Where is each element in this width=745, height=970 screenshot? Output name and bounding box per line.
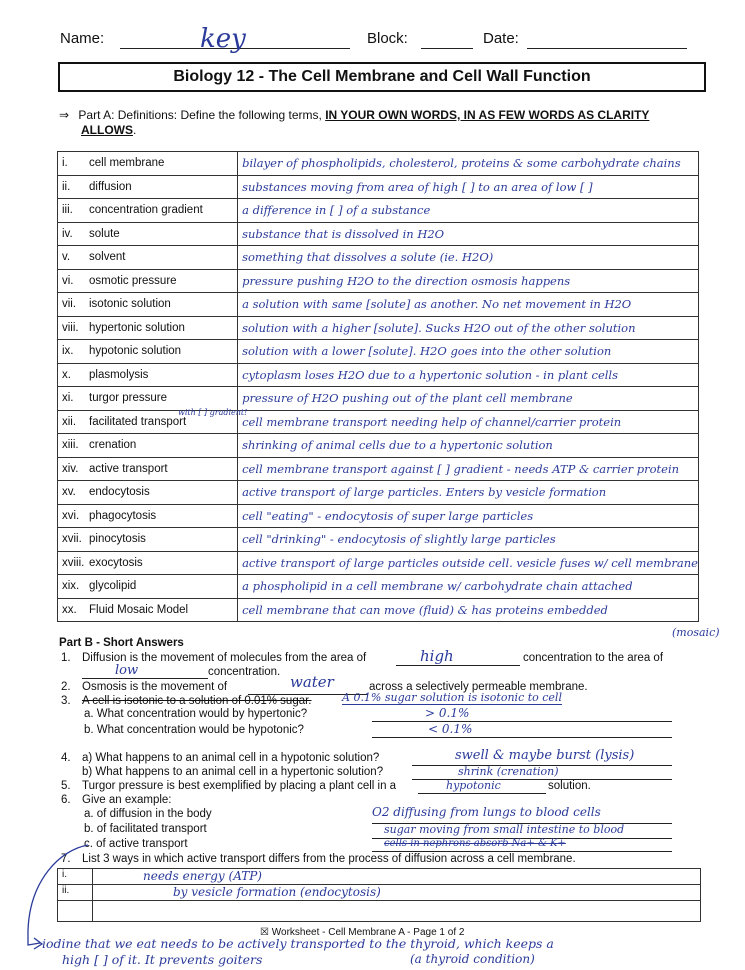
term-label: solvent bbox=[89, 251, 126, 264]
definition-answer: active transport of large particles outside cell. vesicle fuses w/ cell membrane bbox=[242, 555, 698, 570]
q7-row-num: i. bbox=[58, 869, 93, 884]
q2-text: Osmosis is the movement of bbox=[82, 681, 228, 693]
definition-answer: cell "drinking" - endocytosis of slightly large particles bbox=[242, 532, 556, 547]
term-label: concentration gradient bbox=[89, 204, 203, 217]
term-number: xv. bbox=[62, 486, 76, 499]
term-label: crenation bbox=[89, 439, 137, 452]
definition-answer: cell "eating" - endocytosis of super large particles bbox=[242, 508, 534, 523]
q4b-text: b) What happens to an animal cell in a hypertonic solution? bbox=[82, 766, 384, 778]
q3b-answer: < 0.1% bbox=[428, 722, 473, 736]
q6c-answer-line2: high [ ] of it. It prevents goiters bbox=[62, 952, 263, 967]
definition-answer: substances moving from area of high [ ] to an area of low [ ] bbox=[242, 179, 593, 194]
term-number: ii. bbox=[62, 180, 71, 193]
term-number: xvi. bbox=[62, 509, 80, 522]
q4b-answer: shrink (crenation) bbox=[458, 765, 559, 778]
instruction-period: . bbox=[133, 123, 137, 137]
term-number: xiii. bbox=[62, 439, 79, 452]
term-number: xx. bbox=[62, 603, 77, 616]
name-value: key bbox=[200, 24, 246, 54]
term-label: pinocytosis bbox=[89, 533, 146, 546]
definition-answer: bilayer of phospholipids, cholesterol, proteins & some carbohydrate chains bbox=[242, 156, 681, 171]
footer-text: Worksheet - Cell Membrane A - Page 1 of 2 bbox=[271, 927, 465, 938]
q7-row-num: ii. bbox=[58, 885, 93, 900]
q7-number: 7. bbox=[61, 853, 71, 865]
q1-answer-1: high bbox=[420, 647, 454, 665]
definition-answer: solution with a higher [solute]. Sucks H2O out of the other solution bbox=[242, 320, 636, 335]
q6b-text: b. of facilitated transport bbox=[84, 823, 207, 835]
definition-answer: a phospholipid in a cell membrane w/ carbohydrate chain attached bbox=[242, 579, 633, 594]
term-number: xviii. bbox=[62, 556, 85, 569]
term-number: iii. bbox=[62, 204, 73, 217]
q6b-answer: sugar moving from small intestine to blood bbox=[384, 823, 625, 836]
q3a-text: a. What concentration would by hypertonic? bbox=[84, 708, 308, 720]
q6c-answer-line2-end: (a thyroid condition) bbox=[410, 952, 535, 966]
q1-text-b: concentration to the area of bbox=[523, 652, 664, 664]
term-label: hypertonic solution bbox=[89, 321, 185, 334]
q7-text: List 3 ways in which active transport differs from the process of diffusion across a cell membrane. bbox=[82, 853, 576, 865]
term-label: solute bbox=[89, 227, 120, 240]
term-number: x. bbox=[62, 368, 71, 381]
term-number: vi. bbox=[62, 274, 74, 287]
q6a-answer: O2 diffusing from lungs to blood cells bbox=[372, 805, 601, 819]
term-label: exocytosis bbox=[89, 556, 143, 569]
q6a-text: a. of diffusion in the body bbox=[84, 808, 212, 820]
mosaic-note: (mosaic) bbox=[672, 626, 720, 639]
instruction-emphasis-2: ALLOWS bbox=[81, 123, 133, 137]
q6-text: Give an example: bbox=[82, 794, 172, 806]
definition-answer: cell membrane transport needing help of channel/carrier protein bbox=[242, 414, 622, 429]
term-label: osmotic pressure bbox=[89, 274, 177, 287]
term-number: xvii. bbox=[62, 533, 82, 546]
q2-number: 2. bbox=[61, 681, 71, 693]
term-number: xi. bbox=[62, 392, 74, 405]
q1-number: 1. bbox=[61, 652, 71, 664]
term-label: isotonic solution bbox=[89, 298, 171, 311]
instruction-emphasis: IN YOUR OWN WORDS, IN AS FEW WORDS AS CLARITY bbox=[325, 108, 650, 122]
term-label: active transport bbox=[89, 462, 168, 475]
term-number: xii. bbox=[62, 415, 77, 428]
definition-answer: cytoplasm loses H2O due to a hypertonic solution - in plant cells bbox=[242, 367, 619, 382]
q7-row-answer: needs energy (ATP) bbox=[143, 869, 262, 883]
q4a-text: a) What happens to an animal cell in a hypotonic solution? bbox=[82, 752, 380, 764]
q1-text-c: concentration. bbox=[208, 666, 281, 678]
q6c-answer-line1: iodine that we eat needs to be actively transported to the thyroid, which keeps a bbox=[42, 936, 554, 951]
q5-answer: hypotonic bbox=[446, 779, 501, 792]
term-number: xiv. bbox=[62, 462, 79, 475]
name-label: Name: bbox=[60, 30, 105, 47]
term-label: Fluid Mosaic Model bbox=[89, 603, 189, 616]
definition-answer: pressure pushing H2O to the direction osmosis happens bbox=[242, 273, 571, 288]
term-label: phagocytosis bbox=[89, 509, 157, 522]
date-label: Date: bbox=[483, 30, 519, 47]
q3-struck-text: A cell is isotonic to a solution of 0.01% sugar. bbox=[82, 695, 312, 707]
block-label: Block: bbox=[367, 30, 408, 47]
term-label: turgor pressure bbox=[89, 392, 167, 405]
definition-answer: cell membrane transport against [ ] gradient - needs ATP & carrier protein bbox=[242, 461, 680, 476]
definition-answer: pressure of H2O pushing out of the plant cell membrane bbox=[242, 391, 573, 406]
q5-number: 5. bbox=[61, 780, 71, 792]
q4a-answer: swell & maybe burst (lysis) bbox=[455, 748, 635, 763]
term-number: viii. bbox=[62, 321, 79, 334]
q1-answer-2: low bbox=[115, 663, 139, 678]
checkbox-icon: ☒ bbox=[260, 927, 269, 938]
term-number: xix. bbox=[62, 580, 80, 593]
instruction-prefix: Part A: Definitions: Define the following terms, bbox=[78, 108, 326, 122]
definition-answer: solution with a lower [solute]. H2O goes into the other solution bbox=[242, 344, 612, 359]
q7-row-answer: by vesicle formation (endocytosis) bbox=[173, 885, 381, 899]
term-number: vii. bbox=[62, 298, 77, 311]
q4-number: 4. bbox=[61, 752, 71, 764]
q1-text: Diffusion is the movement of molecules from the area of bbox=[82, 652, 367, 664]
term-number: iv. bbox=[62, 227, 73, 240]
term-label: plasmolysis bbox=[89, 368, 149, 381]
margin-note: with [ ] gradient! bbox=[178, 408, 248, 417]
term-label: diffusion bbox=[89, 180, 132, 193]
term-label: endocytosis bbox=[89, 486, 150, 499]
q5-text: Turgor pressure is best exemplified by placing a plant cell in a bbox=[82, 780, 397, 792]
term-number: i. bbox=[62, 157, 68, 170]
term-label: facilitated transport bbox=[89, 415, 187, 428]
term-label: cell membrane bbox=[89, 157, 165, 170]
term-label: hypotonic solution bbox=[89, 345, 182, 358]
definition-answer: a solution with same [solute] as another. No net movement in H2O bbox=[242, 297, 632, 312]
definition-answer: something that dissolves a solute (ie. H2O) bbox=[242, 250, 494, 265]
term-number: ix. bbox=[62, 345, 74, 358]
definition-answer: shrinking of animal cells due to a hypertonic solution bbox=[242, 438, 553, 453]
q6-number: 6. bbox=[61, 794, 71, 806]
q3-answer: A 0.1% sugar solution is isotonic to cell bbox=[342, 691, 562, 704]
q6c-text: c. of active transport bbox=[84, 838, 188, 850]
definition-answer: a difference in [ ] of a substance bbox=[242, 203, 431, 218]
q6c-struck-answer: cells in nephrons absorb Na+ & K+ bbox=[384, 838, 566, 849]
arrow-icon: ⇒ bbox=[59, 108, 70, 122]
q2-answer: water bbox=[290, 673, 334, 691]
q3b-text: b. What concentration would be hypotonic? bbox=[84, 724, 304, 736]
definition-answer: cell membrane that can move (fluid) & has proteins embedded bbox=[242, 602, 608, 617]
definition-answer: substance that is dissolved in H2O bbox=[242, 226, 445, 241]
part-b-heading: Part B - Short Answers bbox=[59, 637, 184, 649]
q3a-answer: > 0.1% bbox=[425, 706, 470, 720]
q5-text-b: solution. bbox=[548, 780, 591, 792]
page-title: Biology 12 - The Cell Membrane and Cell Wall Function bbox=[58, 62, 706, 92]
q2-text-b: across a selectively permeable membrane. bbox=[369, 681, 588, 693]
term-label: glycolipid bbox=[89, 580, 137, 593]
q3-number: 3. bbox=[61, 695, 71, 707]
definition-answer: active transport of large particles. Enters by vesicle formation bbox=[242, 485, 607, 500]
term-number: v. bbox=[62, 251, 71, 264]
